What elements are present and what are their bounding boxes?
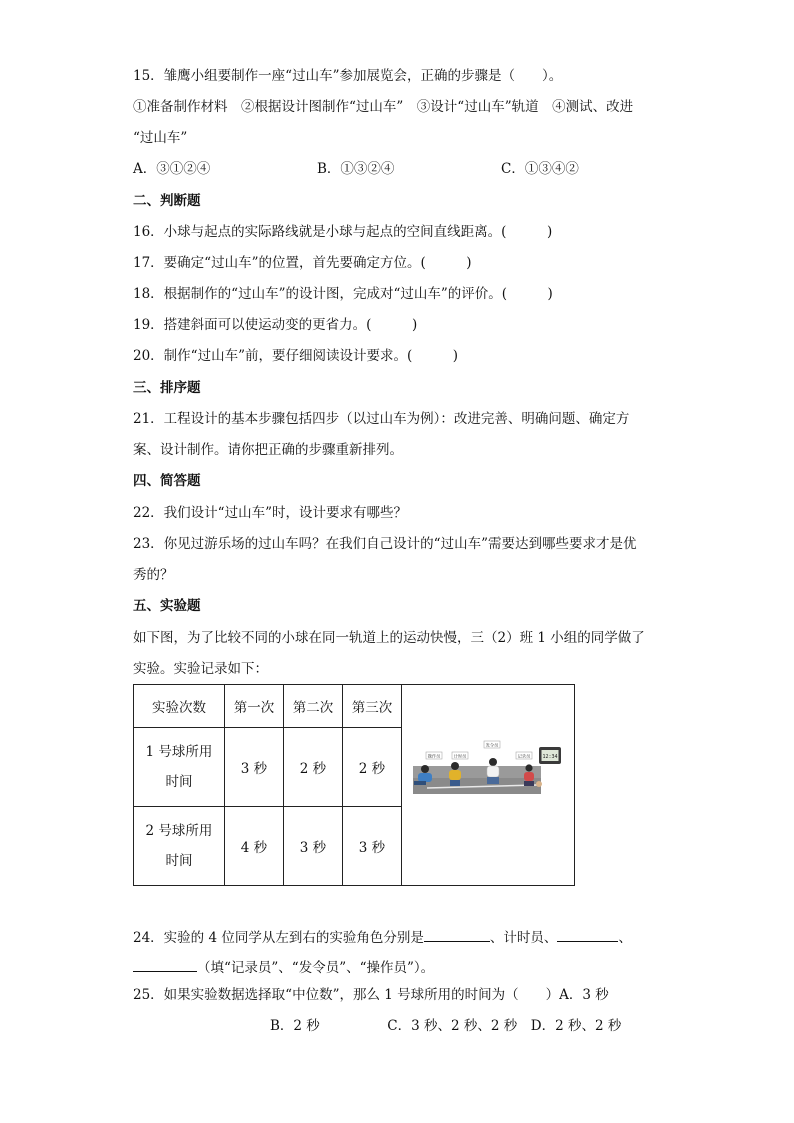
q24-blank-1[interactable] [424,927,490,942]
q24-line2 [133,957,434,977]
table-row-label [134,807,225,886]
table-row-label [134,728,225,807]
q15-steps-line2: “过山车” [133,130,188,146]
q15-stem: 15．雏鹰小组要制作一座“过山车”参加展览会，正确的步骤是（ ）。 [133,68,563,84]
q16: 16．小球与起点的实际路线就是小球与起点的空间直线距离。( ) [133,224,553,240]
table-header-second: 第二次 [284,685,343,728]
row2-label-line1: 2 号球所用 [145,823,213,839]
photo-tag-starter: 发令员 [485,742,499,748]
q25-line2: B．2 秒 C．3 秒、2 秒、2 秒 D．2 秒、2 秒 [270,1018,622,1034]
q24-line2-rest: （填“记录员”、“发令员”、“操作员”）。 [197,960,435,976]
q20: 20．制作“过山车”前，要仔细阅读设计要求。( ) [133,348,459,364]
table-cell: 2 秒 [284,728,343,807]
q24-blank-2[interactable] [557,927,618,942]
q24-blank-3[interactable] [133,957,197,972]
table-cell: 4 秒 [225,807,284,886]
q15-option-c: C．①③④② [501,161,579,177]
table-cell: 3 秒 [284,807,343,886]
q19: 19．搭建斜面可以使运动变的更省力。( ) [133,317,418,333]
q23-line1: 23．你见过游乐场的过山车吗？在我们自己设计的“过山车”需要达到哪些要求才是优 [133,536,637,552]
experiment-intro-line1: 如下图，为了比较不同的小球在同一轨道上的运动快慢，三（2）班 1 小组的同学做了 [133,630,645,646]
section-title-experiment: 五、实验题 [133,598,201,614]
q21-line1: 21．工程设计的基本步骤包括四步（以过山车为例）：改进完善、明确问题、确定方 [133,411,630,427]
row1-label-line1: 1 号球所用 [145,744,213,760]
table-header-trial: 实验次数 [134,685,225,728]
q21-line2: 案、设计制作。请你把正确的步骤重新排列。 [133,442,403,458]
experiment-intro-line2: 实验。实验记录如下： [133,661,268,677]
experiment-photo [413,738,565,796]
q24-part1: 24．实验的 4 位同学从左到右的实验角色分别是 [133,930,424,946]
row2-label-line2: 时间 [165,853,193,869]
q22: 22．我们设计“过山车”时，设计要求有哪些？ [133,505,407,521]
section-title-ordering: 三、排序题 [133,380,201,396]
stopwatch-display: 12:34 [542,754,558,760]
q25-line1: 25．如果实验数据选择取“中位数”，那么 1 号球所用的时间为（ ）A．3 秒 [133,987,609,1003]
q24-line1 [133,927,632,947]
photo-tag-timer: 计时员 [453,753,467,759]
table-header-first: 第一次 [225,685,284,728]
q15-option-b: B．①③②④ [317,161,395,177]
row1-label-line2: 时间 [165,774,193,790]
table-cell: 2 秒 [343,728,402,807]
q23-line2: 秀的？ [133,567,174,583]
q24-part3: 、 [618,930,632,946]
table-cell: 3 秒 [343,807,402,886]
section-title-short-answer: 四、简答题 [133,473,201,489]
q24-part2: 、计时员、 [489,930,558,946]
q15-steps-line1: ①准备制作材料 ②根据设计图制作“过山车” ③设计“过山车”轨道 ④测试、改进 [133,99,634,115]
photo-tag-operator: 操作员 [427,753,441,759]
section-title-judgement: 二、判断题 [133,193,201,209]
q15-option-a: A．③①②④ [133,161,211,177]
table-header-third: 第三次 [343,685,402,728]
table-cell: 3 秒 [225,728,284,807]
photo-tag-recorder: 记录员 [517,753,531,759]
q18: 18．根据制作的“过山车”的设计图，完成对“过山车”的评价。( ) [133,286,553,302]
q17: 17．要确定“过山车”的位置，首先要确定方位。( ) [133,255,472,271]
